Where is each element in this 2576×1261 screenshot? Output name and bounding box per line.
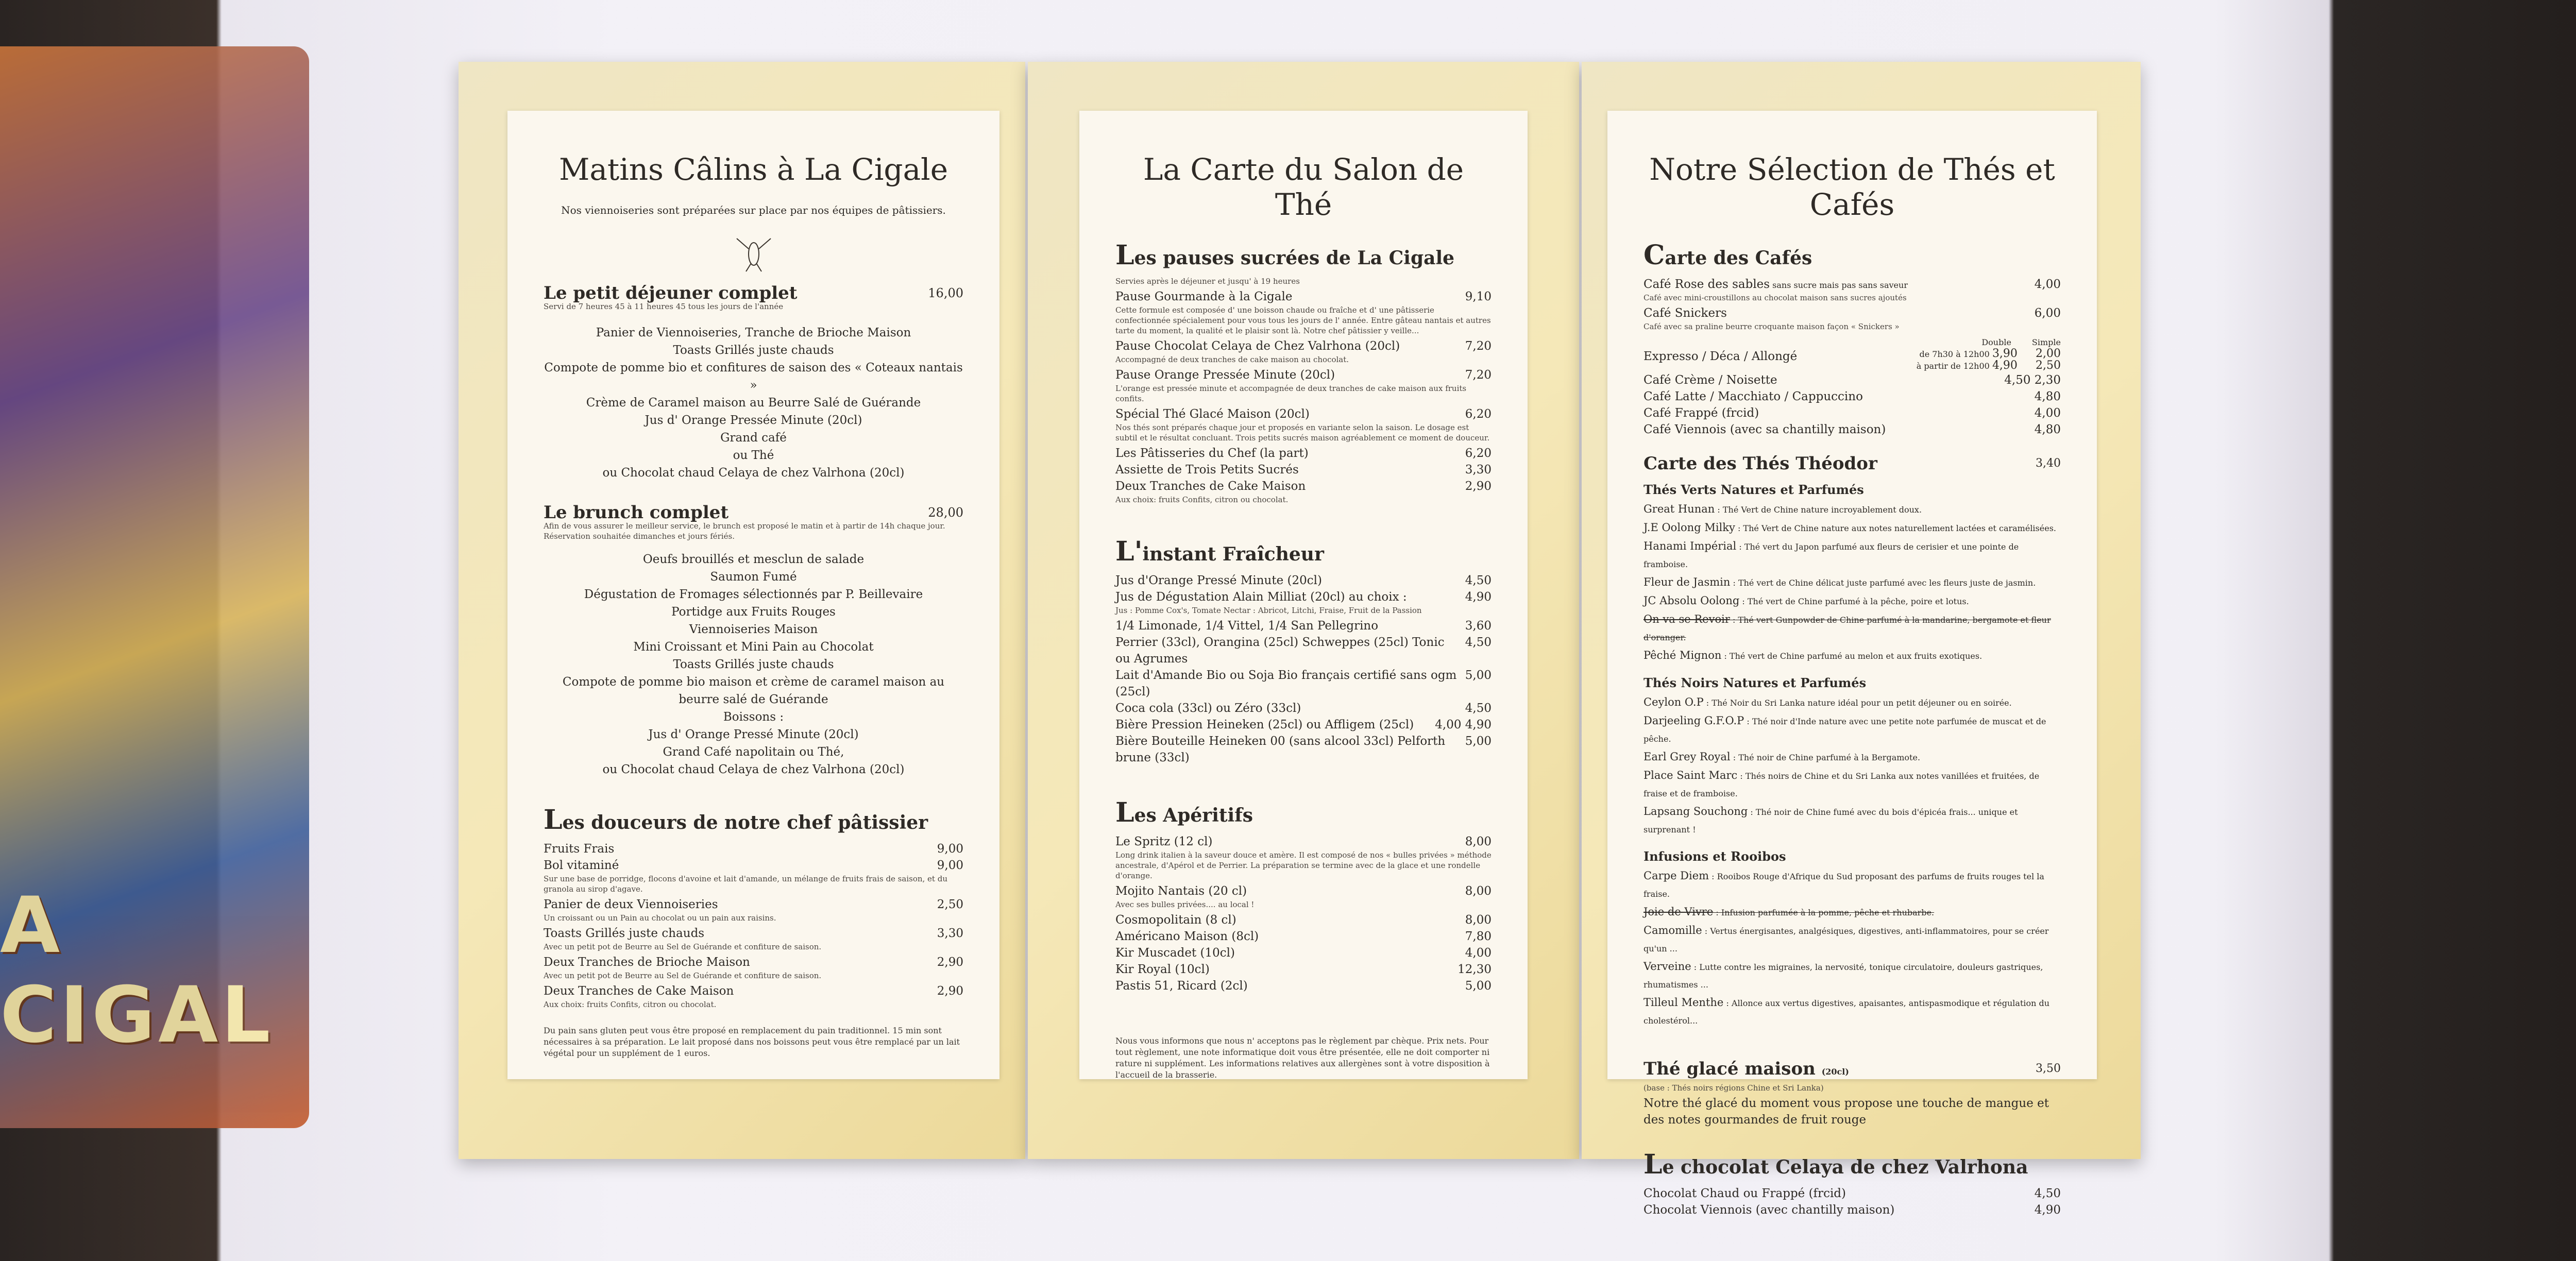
item-name: Deux Tranches de Cake Maison	[1115, 480, 1306, 493]
item-price: 4,50 2,30	[2004, 373, 2061, 387]
tea-desc: : Vertus énergisantes, analgésiques, digestives, anti-inflammatoires, pour se créer qu'un ...	[1643, 926, 2049, 953]
subsection-title: Thés Verts Natures et Parfumés	[1643, 482, 1864, 497]
tea-name: Tilleul Menthe	[1643, 996, 1724, 1009]
item-price: 9,00	[937, 859, 963, 872]
tea-item	[1643, 519, 2061, 537]
menu-item	[1115, 589, 1492, 605]
item-name: Les Pâtisseries du Chef (la part)	[1115, 447, 1309, 460]
menu-line: ou Chocolat chaud Celaya de chez Valrhona (20cl)	[602, 466, 905, 480]
menu-item	[1643, 276, 2061, 293]
item-note: L'orange est pressée minute et accompagnée de deux tranches de cake maison aux fruits confits.	[1115, 384, 1467, 403]
item-list	[1643, 500, 2061, 665]
item-note: Jus : Pomme Cox's, Tomate Nectar : Abricot, Litchi, Fraise, Fruit de la Passion	[1115, 606, 1422, 615]
section-header	[544, 504, 963, 521]
cicada-icon	[731, 228, 777, 275]
item-note: Avec un petit pot de Beurre au Sel de Guérande et confiture de saison.	[544, 942, 822, 951]
item-name: Deux Tranches de Brioche Maison	[544, 956, 750, 969]
section-note: Afin de vous assurer le meilleur service, le brunch est proposé le matin et à partir de 14h chaque jour. Réservation souhaitée dimanches et jours fériés.	[544, 521, 945, 541]
item-price: 2,50	[937, 898, 963, 911]
menu-line: Grand café	[720, 431, 787, 445]
menu-line: Boissons :	[723, 710, 784, 724]
item-list	[1643, 693, 2061, 839]
item-note: Avec un petit pot de Beurre au Sel de Guérande et confiture de saison.	[544, 971, 822, 980]
item-price: 8,00	[1465, 884, 1492, 898]
item-name: Perrier (33cl), Orangina (25cl) Schweppes (25cl) Tonic ou Agrumes	[1115, 636, 1445, 666]
menu-item	[544, 896, 963, 913]
menu-item	[544, 925, 963, 942]
section-title: Les Apéritifs	[1115, 797, 1253, 828]
item-price: 2,90	[1465, 480, 1492, 493]
item-name: Pastis 51, Ricard (2cl)	[1115, 979, 1248, 993]
item-list	[1115, 572, 1492, 766]
tea-desc: : Thé Vert de Chine nature aux notes naturellement lactées et caramélisées.	[1735, 523, 2056, 533]
menu-item	[1115, 833, 1492, 850]
item-note: Avec ses bulles privées.... au local !	[1115, 900, 1255, 909]
tea-name: Ceylon O.P	[1643, 696, 1704, 708]
menu-item	[1643, 1202, 2061, 1218]
section-note: (base : Thés noirs régions Chine et Sri Lanka)	[1643, 1083, 1824, 1093]
tea-desc: : Thé Vert de Chine nature incroyablement doux.	[1715, 505, 1922, 515]
footer-note: Du pain sans gluten peut vous être proposé en remplacement du pain traditionnel. 15 min sont nécessaires à sa préparation. Le lait proposé dans nos boissons peut vous être remplacé par un lait végétal pour un supplément de 1 euros.	[544, 1026, 960, 1058]
item-name: Kir Royal (10cl)	[1115, 963, 1210, 976]
item-price: 4,00	[2034, 406, 2061, 420]
item-detail: sans sucre mais pas sans saveur	[1770, 280, 1908, 290]
menu-item	[1115, 406, 1492, 422]
section-title: Le petit déjeuner complet	[544, 283, 798, 303]
menu-item	[1115, 961, 1492, 978]
item-name: Toasts Grillés juste chauds	[544, 927, 705, 940]
tea-name: Carpe Diem	[1643, 870, 1709, 882]
poster-background	[0, 46, 309, 1128]
expresso-row: Expresso / Déca / Allongé de 7h30 à 12h00 3,90 2,00 à partir de 12h00 4,90 2,50	[1643, 347, 2061, 372]
item-price: 5,00	[1465, 979, 1492, 993]
menu-item	[1115, 462, 1492, 478]
item-name: Fruits Frais	[544, 842, 615, 856]
tea-item	[1643, 537, 2061, 573]
page-title: La Carte du Salon de Thé	[1143, 152, 1464, 222]
menu-line: Grand Café napolitain ou Thé,	[663, 745, 844, 759]
subsection-title: Infusions et Rooibos	[1643, 849, 1786, 864]
item-name: Bière Pression Heineken (25cl) ou Affligem (25cl)	[1115, 718, 1414, 731]
col-double: Double	[1981, 337, 2011, 347]
tea-desc: : Thé vert du Japon parfumé aux fleurs de cerisier et une pointe de framboise.	[1643, 542, 2019, 569]
item-name: Bol vitaminé	[544, 859, 619, 872]
item-price: 12,30	[1458, 963, 1492, 976]
item-list	[1643, 867, 2061, 1030]
footer-note: Nous vous informons que nous n' acceptons pas le règlement par chèque. Prix nets. Pour tout règlement, une note informatique doit vous être présentée, elle ne doit comporter ni rature ni supplément. Les informations relatives aux allergènes sont à votre disposition à l'accueil de la brasserie.	[1115, 1036, 1490, 1080]
section-header: Thé glacé maison (20cl) 3,50	[1643, 1059, 2061, 1079]
item-name: Pause Gourmande à la Cigale	[1115, 290, 1293, 303]
item-price: 4,50	[1465, 636, 1492, 649]
section-title: Thé glacé maison	[1643, 1059, 1816, 1079]
menu-item	[1115, 978, 1492, 994]
menu-item	[1115, 618, 1492, 634]
item-price: 7,20	[1465, 368, 1492, 382]
page-title: Notre Sélection de Thés et Cafés	[1649, 152, 2055, 222]
item-name: Mojito Nantais (20 cl)	[1115, 884, 1247, 898]
item-price: 4,00	[2034, 278, 2061, 291]
item-note: Nos thés sont préparés chaque jour et proposés en variante selon la saison. Le dosage est subtil et le résultat concluant. Trois petits sucrés maison agréablement ce moment de douceur.	[1115, 423, 1490, 442]
item-price: 4,90	[2034, 1203, 2061, 1217]
price: 3,40	[2036, 457, 2061, 470]
tea-name: Place Saint Marc	[1643, 769, 1738, 781]
menu-item	[1115, 945, 1492, 961]
menu-line: Saumon Fumé	[710, 570, 797, 584]
tea-item	[1643, 903, 2061, 922]
tea-name: Camomille	[1643, 924, 1702, 936]
item-name: Américano Maison (8cl)	[1115, 930, 1259, 943]
item-price: 4,80	[2034, 423, 2061, 436]
item-name: Café Frappé (frcid)	[1643, 406, 1759, 420]
menu-line: Jus d' Orange Pressée Minute (20cl)	[645, 414, 862, 427]
tea-item	[1643, 500, 2061, 519]
item-price: 3,60	[1465, 619, 1492, 633]
item-price: 4,90	[1465, 590, 1492, 604]
tea-desc: : Thé Noir du Sri Lanka nature idéal pour un petit déjeuner ou en soirée.	[1703, 698, 2012, 708]
menu-item	[1643, 388, 2061, 405]
menu-line: Toasts Grillés juste chauds	[673, 658, 834, 671]
menu-item	[1115, 912, 1492, 928]
subsection-title: Thés Noirs Natures et Parfumés	[1643, 675, 1867, 690]
item-price: 6,00	[2034, 306, 2061, 320]
price: 3,50	[2036, 1062, 2061, 1075]
menu-line: Oeufs brouillés et mesclun de salade	[642, 553, 865, 566]
menu-page-teas-coffees	[1607, 111, 2097, 1217]
menu-item	[1115, 667, 1492, 700]
item-price: 2,90	[937, 956, 963, 969]
item-name: Spécial Thé Glacé Maison (20cl)	[1115, 407, 1310, 421]
item-name: Bière Bouteille Heineken 00 (sans alcool 33cl) Pelforth brune (33cl)	[1115, 735, 1446, 764]
tea-desc: : Allonce aux vertus digestives, apaisantes, antispasmodique et régulation du cholestérol...	[1643, 998, 2050, 1026]
tea-item	[1643, 766, 2061, 803]
item-name: Chocolat Chaud ou Frappé (frcid)	[1643, 1187, 1846, 1200]
menu-item	[1115, 478, 1492, 495]
tea-name: Fleur de Jasmin	[1643, 576, 1731, 588]
tea-item	[1643, 867, 2061, 903]
item-price: 6,20	[1465, 407, 1492, 421]
tea-desc: : Thé vert de Chine parfumé au melon et aux fruits exotiques.	[1721, 651, 1982, 661]
item-note: Café avec mini-croustillons au chocolat maison sans sucres ajoutés	[1643, 293, 1907, 302]
menu-item	[1115, 928, 1492, 945]
tea-name: J.E Oolong Milky	[1643, 521, 1735, 534]
item-list	[1643, 1185, 2061, 1218]
tea-item	[1643, 958, 2061, 994]
tea-name: Hanami Impérial	[1643, 540, 1737, 552]
tea-item	[1643, 573, 2061, 592]
item-price: 9,10	[1465, 290, 1492, 303]
tea-desc: : Thés noirs de Chine et du Sri Lanka aux notes vanillées et fruitées, de fraise et de framboise.	[1643, 771, 2040, 798]
tea-item	[1643, 922, 2061, 958]
item-name: Café Latte / Macchiato / Cappuccino	[1643, 390, 1863, 403]
menu-item	[1643, 305, 2061, 321]
item-name: Coca cola (33cl) ou Zéro (33cl)	[1115, 702, 1301, 715]
menu-line: Jus d' Orange Pressé Minute (20cl)	[648, 728, 859, 741]
tea-name: On va se Revoir	[1643, 613, 1730, 625]
menu-line: Mini Croissant et Mini Pain au Chocolat	[633, 640, 874, 654]
tea-name: JC Absolu Oolong	[1643, 594, 1740, 607]
section-title: Les douceurs de notre chef pâtissier	[544, 804, 928, 836]
menu-line: ou Thé	[733, 449, 774, 462]
item-name: Panier de deux Viennoiseries	[544, 898, 718, 911]
item-price: 7,20	[1465, 339, 1492, 353]
item-note: Aux choix: fruits Confits, citron ou chocolat.	[544, 1000, 717, 1009]
item-name: Kir Muscadet (10cl)	[1115, 946, 1235, 960]
menu-item	[1643, 421, 2061, 438]
price: 28,00	[928, 505, 963, 520]
item-list	[1115, 833, 1492, 994]
menu-line: Crème de Caramel maison au Beurre Salé de Guérande	[586, 396, 921, 410]
section-title: Carte des Cafés	[1643, 240, 1812, 271]
menu-item	[1115, 634, 1492, 667]
menu-item	[544, 954, 963, 970]
menu-item	[1643, 405, 2061, 421]
menu-item	[1115, 445, 1492, 462]
tea-desc: : Lutte contre les migraines, la nervosité, tonique circulatoire, douleurs gastriques, rhumatismes ...	[1643, 962, 2043, 990]
tea-name: Verveine	[1643, 960, 1691, 973]
tea-desc: : Thé noir d'Inde nature avec une petite note parfumée de muscat et de pêche.	[1643, 717, 2046, 744]
menu-item	[544, 857, 963, 874]
menu-line: Compote de pomme bio maison et crème de caramel maison au beurre salé de Guérande	[562, 675, 945, 706]
item-price: 8,00	[1465, 913, 1492, 927]
tea-item	[1643, 592, 2061, 610]
menu-item	[1115, 733, 1492, 766]
section-lines	[544, 551, 963, 778]
section-note: Servies après le déjeuner et jusqu' à 19 heures	[1115, 277, 1300, 286]
menu-page-breakfast	[507, 111, 999, 1079]
menu-item	[1115, 700, 1492, 717]
section-title: L'instant Fraîcheur	[1115, 536, 1324, 567]
menu-item	[1115, 338, 1492, 354]
item-name: Pause Chocolat Celaya de Chez Valrhona (20cl)	[1115, 339, 1400, 353]
item-price: 3,30	[1465, 463, 1492, 476]
item-name: Café Viennois (avec sa chantilly maison)	[1643, 423, 1886, 436]
item-price: 4,50	[1465, 574, 1492, 587]
tea-name: Earl Grey Royal	[1643, 751, 1731, 763]
menu-item	[1643, 372, 2061, 388]
item-note: Café avec sa praline beurre croquante maison façon « Snickers »	[1643, 322, 1900, 331]
menu-item	[1115, 717, 1492, 733]
menu-item	[544, 983, 963, 999]
item-price: 4,00 4,90	[1435, 718, 1492, 731]
tea-desc: : Rooibos Rouge d'Afrique du Sud proposant des parfums de fruits rouges tel la fraise.	[1643, 872, 2044, 899]
column-headers	[1643, 337, 2061, 348]
tea-item	[1643, 994, 2061, 1030]
item-note: Cette formule est composée d' une boisson chaude ou fraîche et d' une pâtisserie confectionnée spécialement pour vous tous les jours de l' année. Entre gâteau nantais et autres tarte du moment, la qualité et le plaisir sont là. Notre chef pâtissier y veille...	[1115, 305, 1491, 335]
item-name: Jus de Dégustation Alain Milliat (20cl) au choix :	[1115, 590, 1407, 604]
item-note: Aux choix: fruits Confits, citron ou chocolat.	[1115, 495, 1289, 504]
item-note: Accompagné de deux tranches de cake maison au chocolat.	[1115, 355, 1349, 364]
menu-line: Viennoiseries Maison	[689, 623, 818, 636]
item-price: 7,80	[1465, 930, 1492, 943]
tea-desc: : Thé noir de Chine parfumé à la Bergamote.	[1730, 753, 1921, 762]
tea-desc: : Thé vert de Chine délicat juste parfumé avec les fleurs juste de jasmin.	[1730, 578, 2036, 588]
item-list	[1643, 372, 2061, 438]
item-name: Deux Tranches de Cake Maison	[544, 984, 734, 998]
menu-page-tea-room	[1079, 111, 1528, 1079]
item-price: 5,00	[1465, 669, 1492, 682]
item-name: Lait d'Amande Bio ou Soja Bio français certifié sans ogm (25cl)	[1115, 669, 1457, 698]
item-name: Café Snickers	[1643, 306, 1727, 320]
menu-item	[1115, 883, 1492, 899]
tea-name: Lapsang Souchong	[1643, 805, 1748, 817]
tea-name: Joie de Vivre	[1643, 906, 1714, 918]
section-lines	[544, 324, 963, 482]
item-price: 6,20	[1465, 447, 1492, 460]
item-price: 4,50	[2034, 1187, 2061, 1200]
tea-desc: : Thé noir de Chine fumé avec du bois d'épicéa frais... unique et surprenant !	[1643, 807, 2018, 834]
item-price: 2,90	[937, 984, 963, 998]
item-price: 4,80	[2034, 390, 2061, 403]
item-list	[544, 841, 963, 1010]
tea-name: Great Hunan	[1643, 503, 1715, 515]
item-price: 3,30	[937, 927, 963, 940]
poster-text: A CIGAL	[0, 881, 274, 1060]
menu-item	[1643, 1185, 2061, 1202]
item-note: Un croissant ou un Pain au chocolat ou un pain aux raisins.	[544, 913, 776, 923]
menu-line: Toasts Grillés juste chauds	[673, 344, 834, 357]
item-price: 4,00	[1465, 946, 1492, 960]
item-price: 9,00	[937, 842, 963, 856]
section-title: Le chocolat Celaya de chez Valrhona	[1643, 1149, 2028, 1180]
tea-item	[1643, 803, 2061, 839]
item-price: 8,00	[1465, 835, 1492, 848]
item-list	[1643, 276, 2061, 332]
item-list	[1115, 288, 1492, 505]
tea-item	[1643, 646, 2061, 665]
menu-line: Panier de Viennoiseries, Tranche de Brioche Maison	[596, 326, 911, 339]
tea-desc: : Thé vert Gunpowder de Chine parfumé à la mandarine, bergamote et fleur d'oranger.	[1643, 615, 2051, 642]
menu-item	[544, 841, 963, 857]
tea-item	[1643, 712, 2061, 748]
item-name: Pause Orange Pressée Minute (20cl)	[1115, 368, 1335, 382]
item-name: Chocolat Viennois (avec chantilly maison)	[1643, 1203, 1895, 1217]
section-text: Notre thé glacé du moment vous propose une touche de mangue et des notes gourmandes de fruit rouge	[1643, 1097, 2049, 1127]
section-title: Les pauses sucrées de La Cigale	[1115, 240, 1455, 271]
item-name: Assiette de Trois Petits Sucrés	[1115, 463, 1299, 476]
price: 16,00	[928, 286, 963, 300]
menu-item	[1115, 288, 1492, 305]
item-name: Jus d'Orange Pressé Minute (20cl)	[1115, 574, 1322, 587]
item-name: 1/4 Limonade, 1/4 Vittel, 1/4 San Pellegrino	[1115, 619, 1379, 633]
tea-item	[1643, 693, 2061, 712]
item-price: 5,00	[1465, 735, 1492, 748]
menu-line: Compote de pomme bio et confitures de saison des « Coteaux nantais »	[544, 361, 963, 392]
col-simple: Simple	[2031, 337, 2061, 347]
section-header	[544, 285, 963, 301]
menu-line: Portidge aux Fruits Rouges	[671, 605, 836, 619]
tea-name: Pêché Mignon	[1643, 649, 1722, 661]
menu-item	[1115, 367, 1492, 383]
section-title: Carte des Thés Théodor	[1643, 453, 1877, 474]
item-name: Café Rose des sables sans sucre mais pas sans saveur	[1643, 278, 1908, 291]
tea-desc: : Thé vert de Chine parfumé à la pêche, poire et lotus.	[1739, 597, 1969, 606]
tea-desc: : Infusion parfumée à la pomme, pêche et rhubarbe.	[1713, 908, 1935, 917]
tea-name: Darjeeling G.F.O.P	[1643, 714, 1744, 727]
page-title: Matins Câlins à La Cigale	[558, 152, 948, 187]
section-title: Le brunch complet	[544, 502, 729, 523]
item-name: Le Spritz (12 cl)	[1115, 835, 1213, 848]
item-note: Long drink italien à la saveur douce et amère. Il est composé de nos « bulles privées » méthode ancestrale, d'Apérol et de Perrier. La préparation se termine avec de la glace et une rondelle d'orange.	[1115, 850, 1492, 880]
menu-item	[1115, 572, 1492, 589]
intro-text: Nos viennoiseries sont préparées sur place par nos équipes de pâtissiers.	[561, 204, 946, 216]
item-note: Sur une base de porridge, flocons d'avoine et lait d'amande, un mélange de fruits frais de saison, et du granola au sirop d'agave.	[544, 874, 947, 894]
tea-item	[1643, 748, 2061, 766]
item-price: 4,50	[1465, 702, 1492, 715]
item-name: Café Crème / Noisette	[1643, 373, 1777, 387]
section-header	[1643, 455, 2061, 472]
menu-line: Dégustation de Fromages sélectionnés par P. Beillevaire	[584, 588, 923, 601]
tea-item	[1643, 610, 2061, 646]
section-note: Servi de 7 heures 45 à 11 heures 45 tous les jours de l'année	[544, 302, 784, 311]
item-name: Cosmopolitain (8 cl)	[1115, 913, 1236, 927]
menu-line: ou Chocolat chaud Celaya de chez Valrhona (20cl)	[602, 763, 905, 776]
